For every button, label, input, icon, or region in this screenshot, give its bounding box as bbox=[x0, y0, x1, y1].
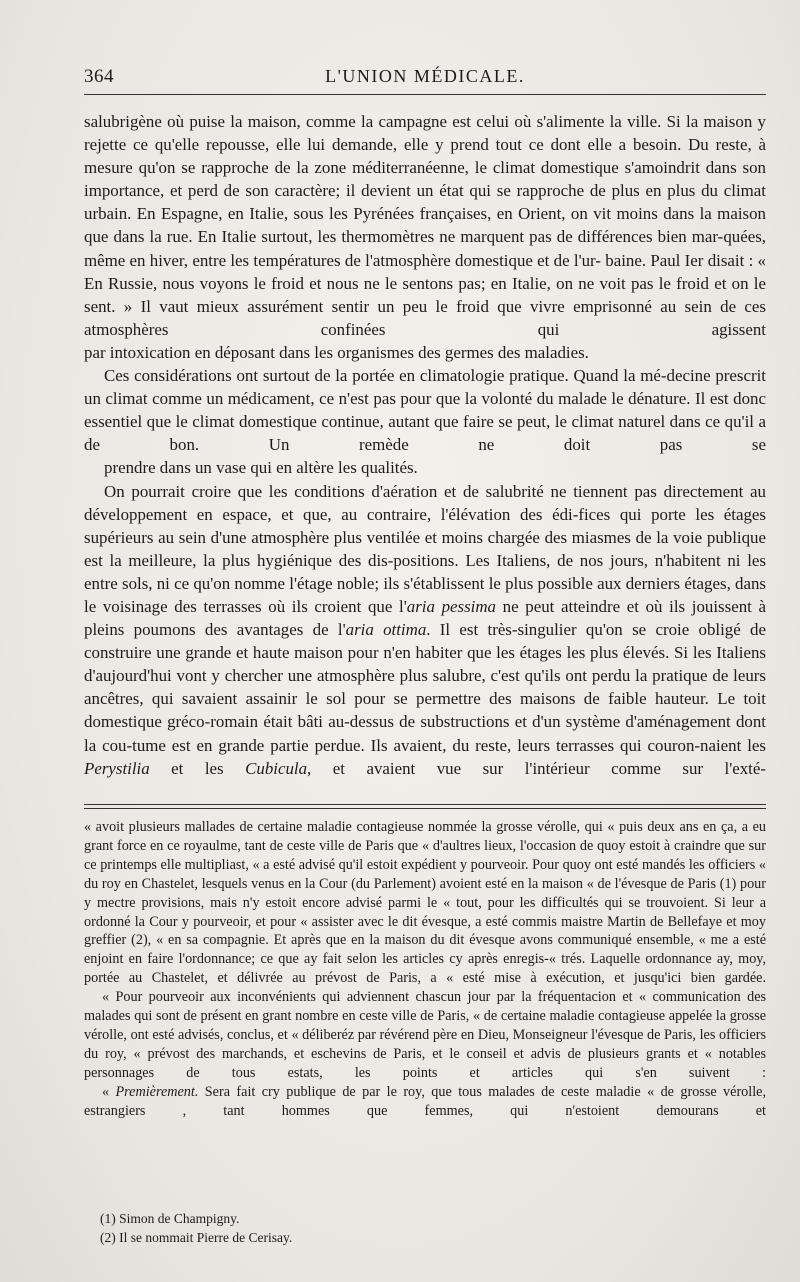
italic-term: aria ottima bbox=[345, 620, 427, 640]
main-paragraph: On pourrait croire que les conditions d'aération et de salubrité ne tiennent pas directement au développement en espace, et que, au contraire, l'élévation des édi-fices qui porte les étages supérieurs au sein d'une atmosphère plus ventilée et moins chargée des miasmes de la voie publique est la meilleure, la plus hygiénique des dis-positions. Les Italiens, de nos jours, n'habitent ni les entre sols, ni ce qu'on nomme l'étage noble; ils s'établissent le plus possible aux derniers étages, dans le voisinage des terrasses où ils croient que l'aria pessima ne peut atteindre et où ils jouissent à pleins poumons des avantages de l'aria ottima. Il est très-singulier qu'on se croie obligé de construire une grande et haute maison pour n'en habiter que les étages les plus élevés. Si les Italiens d'aujourd'hui vont y chercher une atmosphère plus salubre, c'est qu'ils ont perdu la pratique de leurs ancêtres, qui savaient assainir le sol pour se permettre des maisons de faible hauteur. Le toit domestique gréco-romain était bâti au-dessus de substructions et d'un système d'aménagement dont la cou-tume est en grande partie perdue. Ils avaient, du reste, leurs terrasses qui couron-naient les Perystilia et les Cubicula, et avaient vue sur l'intérieur comme sur l'exté- bbox=[84, 481, 767, 778]
italic-term: Cubicula, bbox=[245, 758, 312, 778]
main-paragraph: salubrigène où puise la maison, comme la campagne est celui où s'alimente la ville. Si la maison y rejette ce qu'elle repousse, elle lui demande, elle y prend tout ce dont elle a besoin. Du reste, à mesure qu'on se rapproche de la zone méditerranéenne, le climat domestique s'amoindrit dans son importance, et perd de son caractère; il devient un état qui se rapproche de plus en plus du climat urbain. En Espagne, en Italie, sous les Pyrénées françaises, en Orient, on vit moins dans la maison que dans la rue. En Italie surtout, les thermomètres ne marquent pas de différences bien mar-quées, même en hiver, entre les températures de l'atmosphère domestique et de l'ur- baine. Paul Ier disait : « En Russie, nous voyons le froid et nous ne le sentons pas; en Italie, on ne voit pas le froid et on le sent. » Il vaut mieux assurément sentir un peu le froid que vivre emprisonné au sein de ces atmosphères confinées qui agissent par intoxication en déposant dans les organismes des germes des maladies. bbox=[84, 112, 767, 362]
notes-paragraph: « Pour pourveoir aux inconvénients qui adviennent chascun jour par la fréquentacion et « communication des malades qui sont de présent en grant nombre en ceste ville de Paris, « de certaine maladie contagieuse appelée la grosse vérolle, ont esté advisés, conclus, et « déliberéz par révérend père en Dieu, Monseigneur l'évesque de Paris, les officiers du roy, « prévost des marchands, et eschevins de Paris, et le conseil et advis de plusieurs grants et « notables personnages de tous estats, les points et articles qui s'en suivent : bbox=[84, 989, 767, 1081]
italic-term: Perystilia bbox=[84, 758, 150, 778]
page-header bbox=[84, 66, 766, 92]
quoted-notes bbox=[84, 818, 766, 1121]
running-title: L'UNION MÉDICALE. bbox=[325, 66, 525, 86]
notes-rule bbox=[84, 804, 766, 809]
footnotes bbox=[100, 1209, 760, 1247]
notes-paragraph: « Premièrement. Sera fait cry publique de par le roy, que tous malades de ceste maladie « de grosse vérolle, estrangiers , tant hommes que femmes, qui n'estoient demourans et bbox=[84, 1083, 766, 1119]
notes-paragraph: « avoit plusieurs mallades de certaine maladie contagieuse nommée la grosse vérolle, qui « puis deux ans en ça, a eu grant force en ce royaulme, tant de ceste ville de Paris que « d'aultres lieux, l'occasion de quoy estoit à craindre que sur ce printemps elle multipliast, « a esté advisé qu'il estoit expédient y pourveoir. Pour quoy ont esté mandés les officiers « du roy en Chastelet, lesquels venus en la Cour (du Parlement) avoient esté en la maison « de l'évesque de Paris (1) pour y mectre provisions, mais n'y estoit encore advisé parmi le « tout, pour les difficultés qui se trouvoient. Si leur a ordonné la Cour y pourveoir, et pour « assister avec le dit évesque, a esté commis maistre Martin de Bellefaye et moy greffier (2), « en sa compagnie. Et après que en la maison du dit évesque avons communiqué ensemble, « me a esté enjoint en faire l'ordonnance; ce que ay fait selon les articles cy après enregis-« trés. Laquelle ordonnance ay, moy, portée au Chastelet, et délivrée au prévost de Paris, a « esté mise à exécution, et jusqu'ici bien gardée. bbox=[84, 819, 767, 987]
header-rule bbox=[84, 94, 766, 95]
italic-term: aria pessima bbox=[406, 596, 497, 616]
page-number: 364 bbox=[84, 66, 114, 87]
main-text bbox=[84, 110, 766, 780]
main-paragraph: Ces considérations ont surtout de la portée en climatologie pratique. Quand la mé-decine prescrit un climat comme un médicament, ce n'est pas pour que la volonté du malade le dénature. Il est donc essentiel que le climat domestique continue, autant que faire se peut, le climat naturel dans ce qu'il a de bon. Un remède ne doit pas se prendre dans un vase qui en altère les qualités. bbox=[84, 366, 766, 478]
footnote: (2) Il se nommait Pierre de Cerisay. bbox=[100, 1230, 293, 1245]
italic-term: Premièrement. bbox=[115, 1083, 199, 1100]
footnote: (1) Simon de Champigny. bbox=[100, 1211, 240, 1226]
